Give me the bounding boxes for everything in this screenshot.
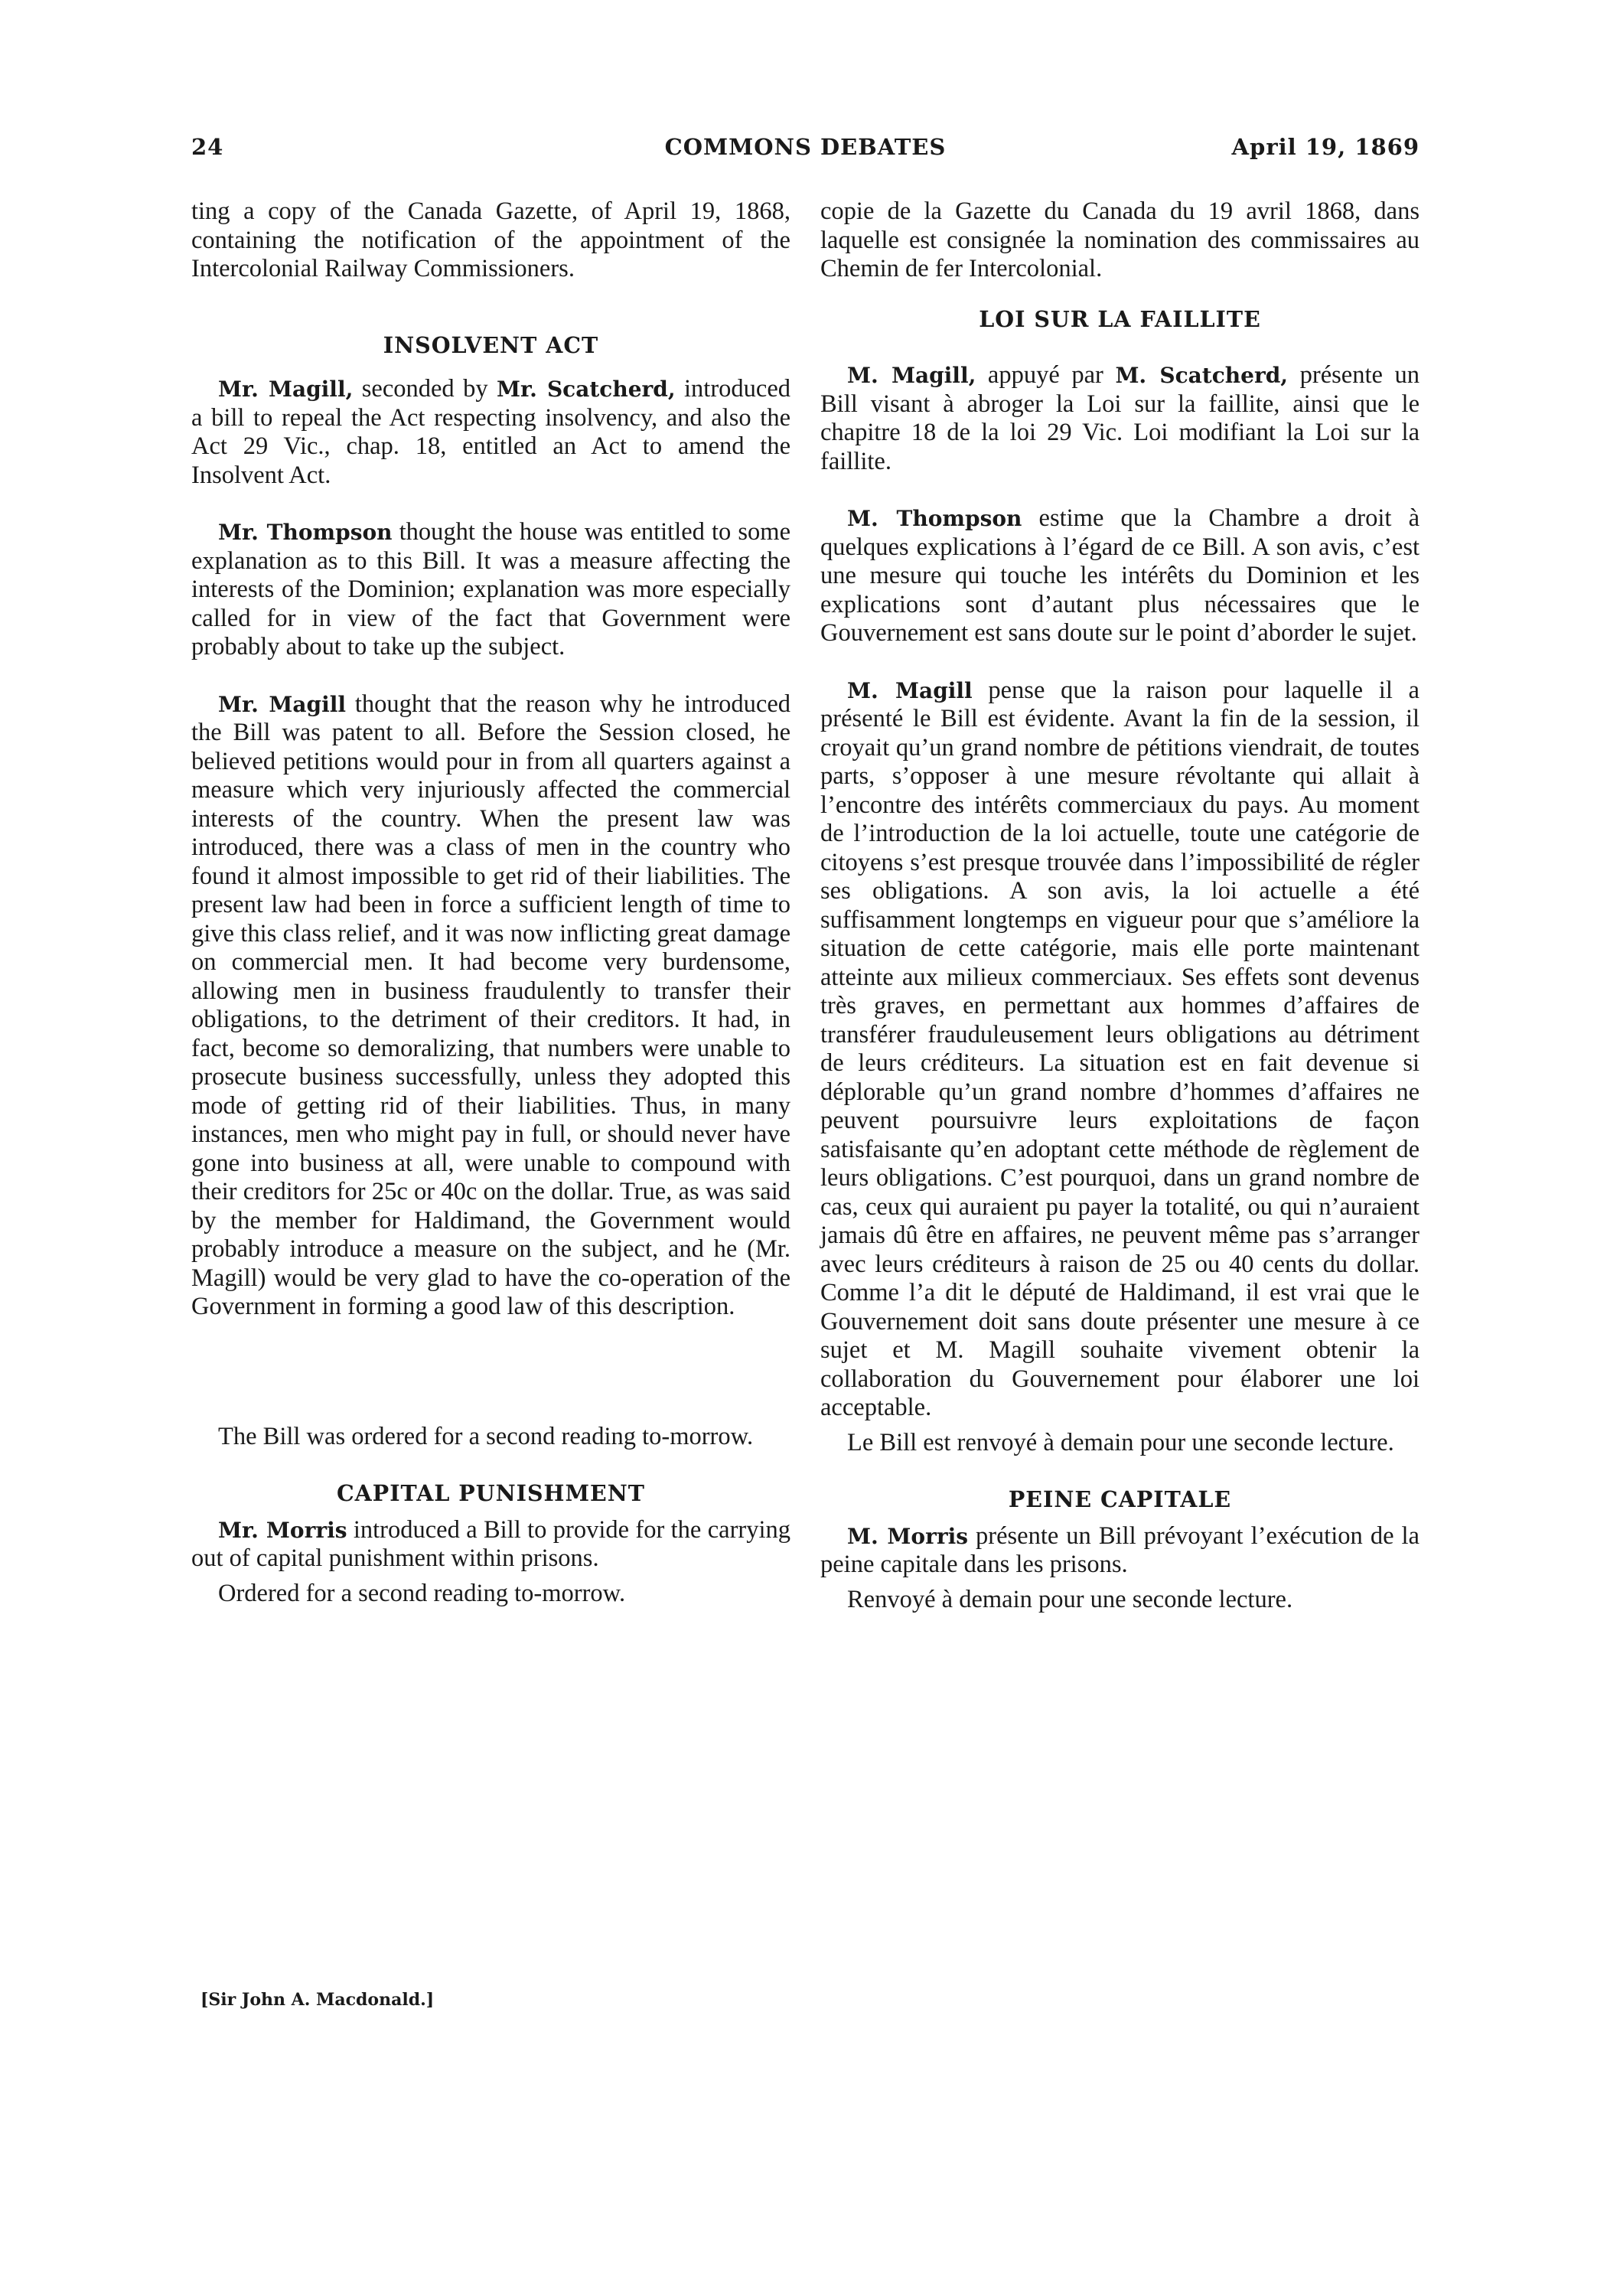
english-paragraph-ordered: Ordered for a second reading to-morrow. (218, 1579, 626, 1607)
french-paragraph-bill-renvoye: Le Bill est renvoyé à demain pour une seconde lecture. (847, 1428, 1394, 1456)
paragraph-text: appuyé par (976, 361, 1116, 389)
speaker-attribution: [Sir John A. Macdonald.] (200, 1990, 435, 2010)
paragraph-text: introduced a Bill to provide for the carrying out of capital punishment within prisons. (191, 1515, 790, 1572)
paragraph-text: présente un Bill prévoyant l’exécution de la peine capitale dans les prisons. (820, 1521, 1420, 1578)
speaker-name: M. Thompson (847, 506, 1022, 531)
paragraph-text: présente un Bill visant à abroger la Loi sur la faillite, ainsi que le chapitre 18 de la loi 29 Vic. Loi modifiant la Loi sur la faillite. (820, 361, 1420, 475)
speaker-name: Mr. Magill, (218, 377, 354, 402)
heading-capital-punishment: CAPITAL PUNISHMENT (337, 1480, 645, 1506)
french-paragraph-morris (820, 1522, 1420, 1580)
paragraph-text: thought that the reason why he introduced the Bill was patent to all. Before the Session closed, he believed petitions would pour in from all quarters against a measure which very injuriously affected the commercial interests of the country. When the present law was introduced, there was a class of men in the country who found it almost impossible to get rid of their liabilities. The present law had been in force a sufficient length of time to give this class relief, and it was now inflicting great damage on commercial men. It had become very burdensome, allowing men in business fraudulently to transfer their obligations, to the detriment of their creditors. It had, in fact, become so demoralizing, that numbers were unable to prosecute business successfully, unless they adopted this mode of getting rid of their liabilities. Thus, in many instances, men who might pay in full, or should never have gone into business at all, were unable to compound with their creditors for 25c or 40c on the dollar. True, as was said by the member for Haldimand, the Government would probably introduce a measure on the subject, and he (Mr. Magill) would be very glad to have the co-operation of the Government in forming a good law of this description. (191, 690, 790, 1320)
french-intro-paragraph: copie de la Gazette du Canada du 19 avril 1868, dans laquelle est consignée la nomination des commissaires au Chemin de fer Intercolonial. (820, 197, 1420, 282)
heading-peine-capitale: PEINE CAPITALE (1008, 1486, 1232, 1512)
french-column (820, 197, 1420, 1614)
heading-insolvent-act: INSOLVENT ACT (383, 331, 599, 358)
speaker-name: Mr. Scatcherd, (497, 377, 676, 402)
speaker-name: Mr. Thompson (218, 520, 393, 545)
speaker-name: M. Magill (847, 677, 973, 703)
paragraph-text: pense que la raison pour laquelle il a présenté le Bill est évidente. Avant la fin de la session, il croyait qu’un grand nombre de pétitions viendrait, de toutes parts, s’opposer à une mesure révoltante qui allait à l’encontre des intérêts commerciaux du pays. Au moment de l’introduction de la loi actuelle, toute une catégorie de citoyens s’est presque trouvée dans l’impossibilité de régler ses obligations. A son avis, la loi actuelle a été suffisamment longtemps en vigueur pour que s’améliore la situation de cette catégorie, mais elle porte maintenant atteinte aux milieux commerciaux. Ses effets sont devenus très graves, en permettant aux hommes d’affaires de transférer frauduleusement leurs obligations au détriment de leurs créditeurs. La situation est en fait devenue si déplorable qu’un grand nombre d’hommes d’affaires ne peuvent poursuivre leurs exploitations de façon satisfaisante qu’en adoptant cette méthode de règlement de leurs obligations. C’est pourquoi, dans un grand nombre de cas, ceux qui auraient pu payer la totalité, ou qui n’auraient jamais dû être en affaires, ne peuvent même pas s’arranger avec leurs créditeurs à raison de 25 ou 40 cents du dollar. Comme l’a dit le député de Haldimand, il est vrai que le Gouvernement doit sans doute présenter une mesure à ce sujet et M. Magill souhaite vivement obtenir la collaboration du Gouvernement pour élaborer une loi acceptable. (820, 676, 1420, 1421)
paragraph-text: estime que la Chambre a droit à quelques explications à l’égard de ce Bill. A son avis, c’est une mesure qui touche les intérêts du Dominion et les explications sont d’autant plus nécessaires que le Gouvernement est sans doute sur le point d’aborder le sujet. (820, 504, 1420, 647)
french-paragraph-magill-bill (820, 361, 1420, 476)
paragraph-text: thought the house was entitled to some explanation as to this Bill. It was a measure affecting the interests of the Dominion; explanation was more especially called for in view of the fact that Government were probably about to take up the subject. (191, 518, 790, 660)
heading-loi-sur-la-faillite: LOI SUR LA FAILLITE (979, 305, 1261, 332)
page-number: 24 (191, 134, 224, 160)
speaker-name: M. Morris (847, 1523, 968, 1549)
french-paragraph-renvoye: Renvoyé à demain pour une seconde lecture. (847, 1585, 1293, 1613)
speaker-name: Mr. Morris (218, 1517, 347, 1543)
paragraph-text: seconded by (353, 375, 497, 403)
paragraph-text: introduced a bill to repeal the Act respecting insolvency, and also the Act 29 Vic., chap. 18, entitled an Act to amend the Insolvent Act. (191, 375, 791, 489)
english-intro-paragraph: ting a copy of the Canada Gazette, of April 19, 1868, containing the notification of the appointment of the Intercolonial Railway Commissioners. (191, 197, 790, 282)
french-paragraph-magill-speech (820, 677, 1420, 1423)
journal-title: COMMONS DEBATES (664, 134, 947, 160)
header-date: April 19, 1869 (1231, 134, 1420, 160)
english-paragraph-morris (191, 1516, 790, 1574)
speaker-name: Mr. Magill (218, 691, 346, 717)
english-paragraph-magill-speech (191, 690, 790, 1322)
french-paragraph-thompson (820, 504, 1420, 648)
speaker-name: M. Scatcherd, (1115, 363, 1289, 388)
english-paragraph-magill-bill (191, 375, 790, 490)
english-paragraph-bill-ordered: The Bill was ordered for a second reading to-morrow. (218, 1422, 754, 1450)
speaker-name: M. Magill, (847, 363, 976, 388)
english-paragraph-thompson (191, 518, 790, 662)
english-column (191, 197, 790, 1608)
running-header (191, 134, 1420, 172)
